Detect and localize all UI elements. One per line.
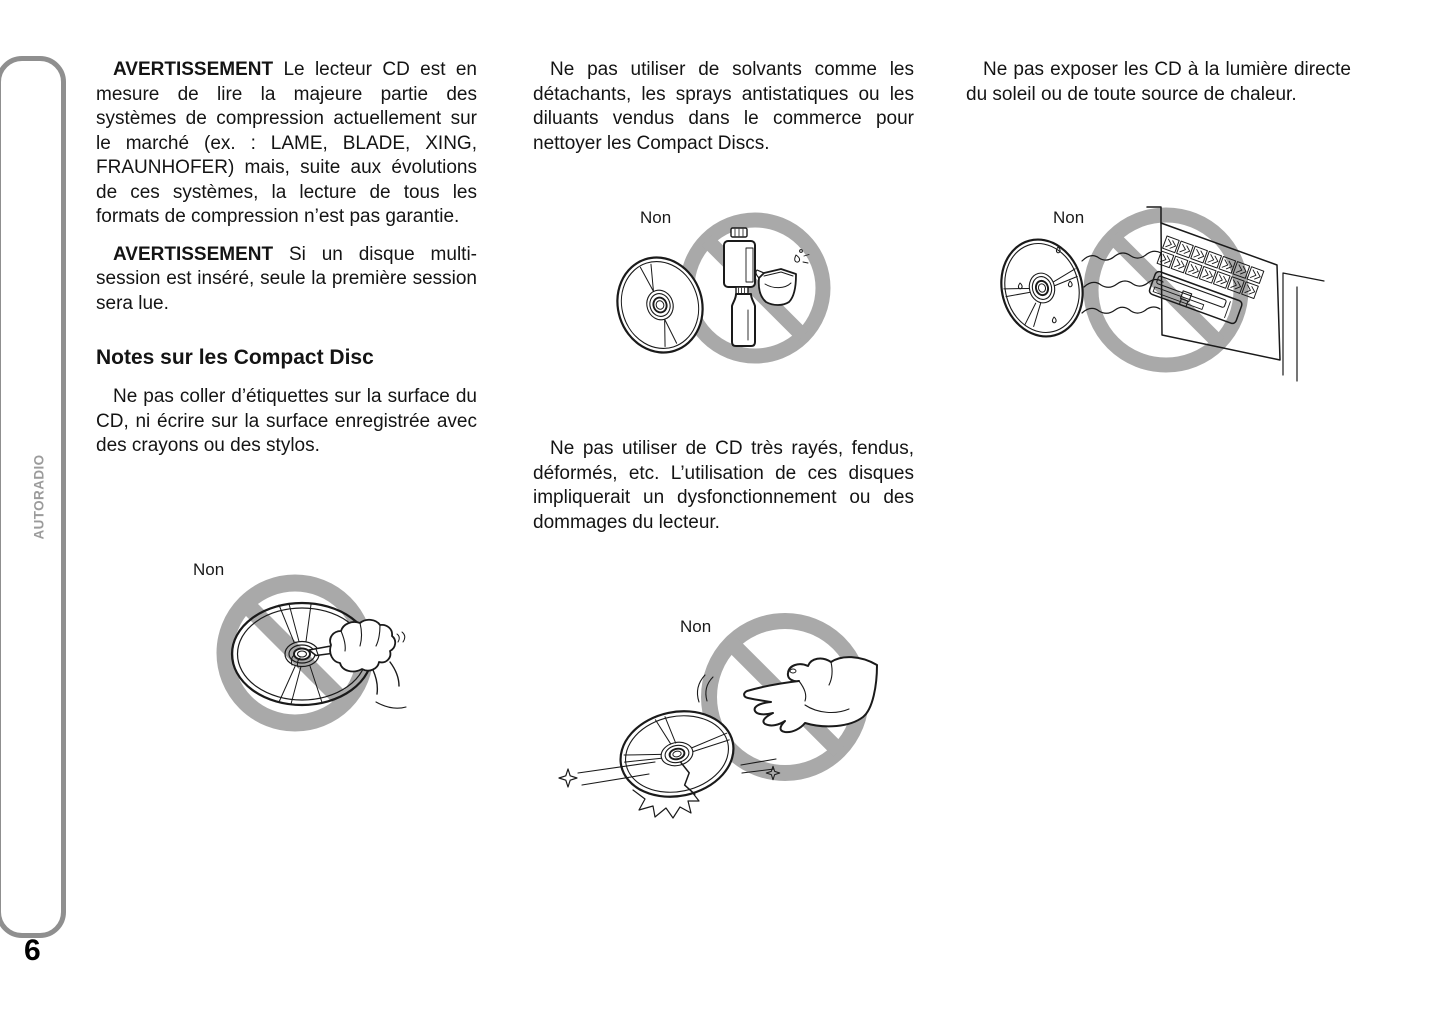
column-1 [96,58,477,459]
no-writing-on-cd-figure [180,550,410,770]
warning-text: Si un disque multi-session est inséré, seule la première session sera lue. [96,243,477,314]
dashboard-edge [1283,273,1324,381]
solvent-bottle-large-icon [724,228,755,287]
non-caption: Non [1053,208,1085,227]
non-caption: Non [193,560,225,579]
column-3 [966,58,1351,107]
solvent-bottle-small-icon [732,287,755,346]
paragraph-no-solvents: Ne pas utiliser de solvants comme les détachants, les sprays antistatiques ou les diluants vendus dans le commerce pour nettoyer les Compact Discs. [533,59,914,154]
non-caption: Non [640,208,672,227]
notes-heading: Notes sur les Compact Disc [96,346,374,369]
non-caption: Non [680,617,712,636]
page-number: 6 [24,934,41,967]
paragraph-no-heat: Ne pas exposer les CD à la lumière directe du soleil ou de toute source de chaleur. [966,59,1351,105]
warning-text: Le lecteur CD est en mesure de lire la majeure partie des systèmes de compression actuellement sur le marché (ex. : LAME, BLADE, XING, FRAUNHOFER) mais, suite aux évolutions de ces systèmes, la lecture de tous les formats de compression n’est pas garantie. [96,59,477,227]
chapter-tab-label: AUTORADIO [31,454,47,540]
warning-word: AVERTISSEMENT [113,243,274,265]
cd-disc [991,230,1094,345]
column-2 [533,58,914,156]
no-solvents-illustration [600,195,850,395]
no-heat-exposure-figure [990,195,1330,395]
paragraph-no-labels: Ne pas coller d’étiquettes sur la surface du CD, ni écrire sur la surface enregistrée avec des crayons ou des stylos. [96,386,477,456]
no-dropping-cd-figure [545,605,890,820]
warning-paragraph-multisession [96,243,477,317]
no-solvents-figure [600,195,850,395]
warning-paragraph-cd-formats [96,58,477,230]
no-heat-exposure-illustration [990,195,1330,395]
warning-word: AVERTISSEMENT [113,59,274,80]
paragraph-no-damaged-cd: Ne pas utiliser de CD très rayés, fendus, déformés, etc. L’utilisation de ces disques impliquerait un dysfonctionnement ou des dommages du lecteur. [533,438,914,533]
cd-disc [613,701,742,808]
no-dropping-cd-illustration [545,605,890,820]
no-writing-on-cd-illustration [180,550,410,770]
